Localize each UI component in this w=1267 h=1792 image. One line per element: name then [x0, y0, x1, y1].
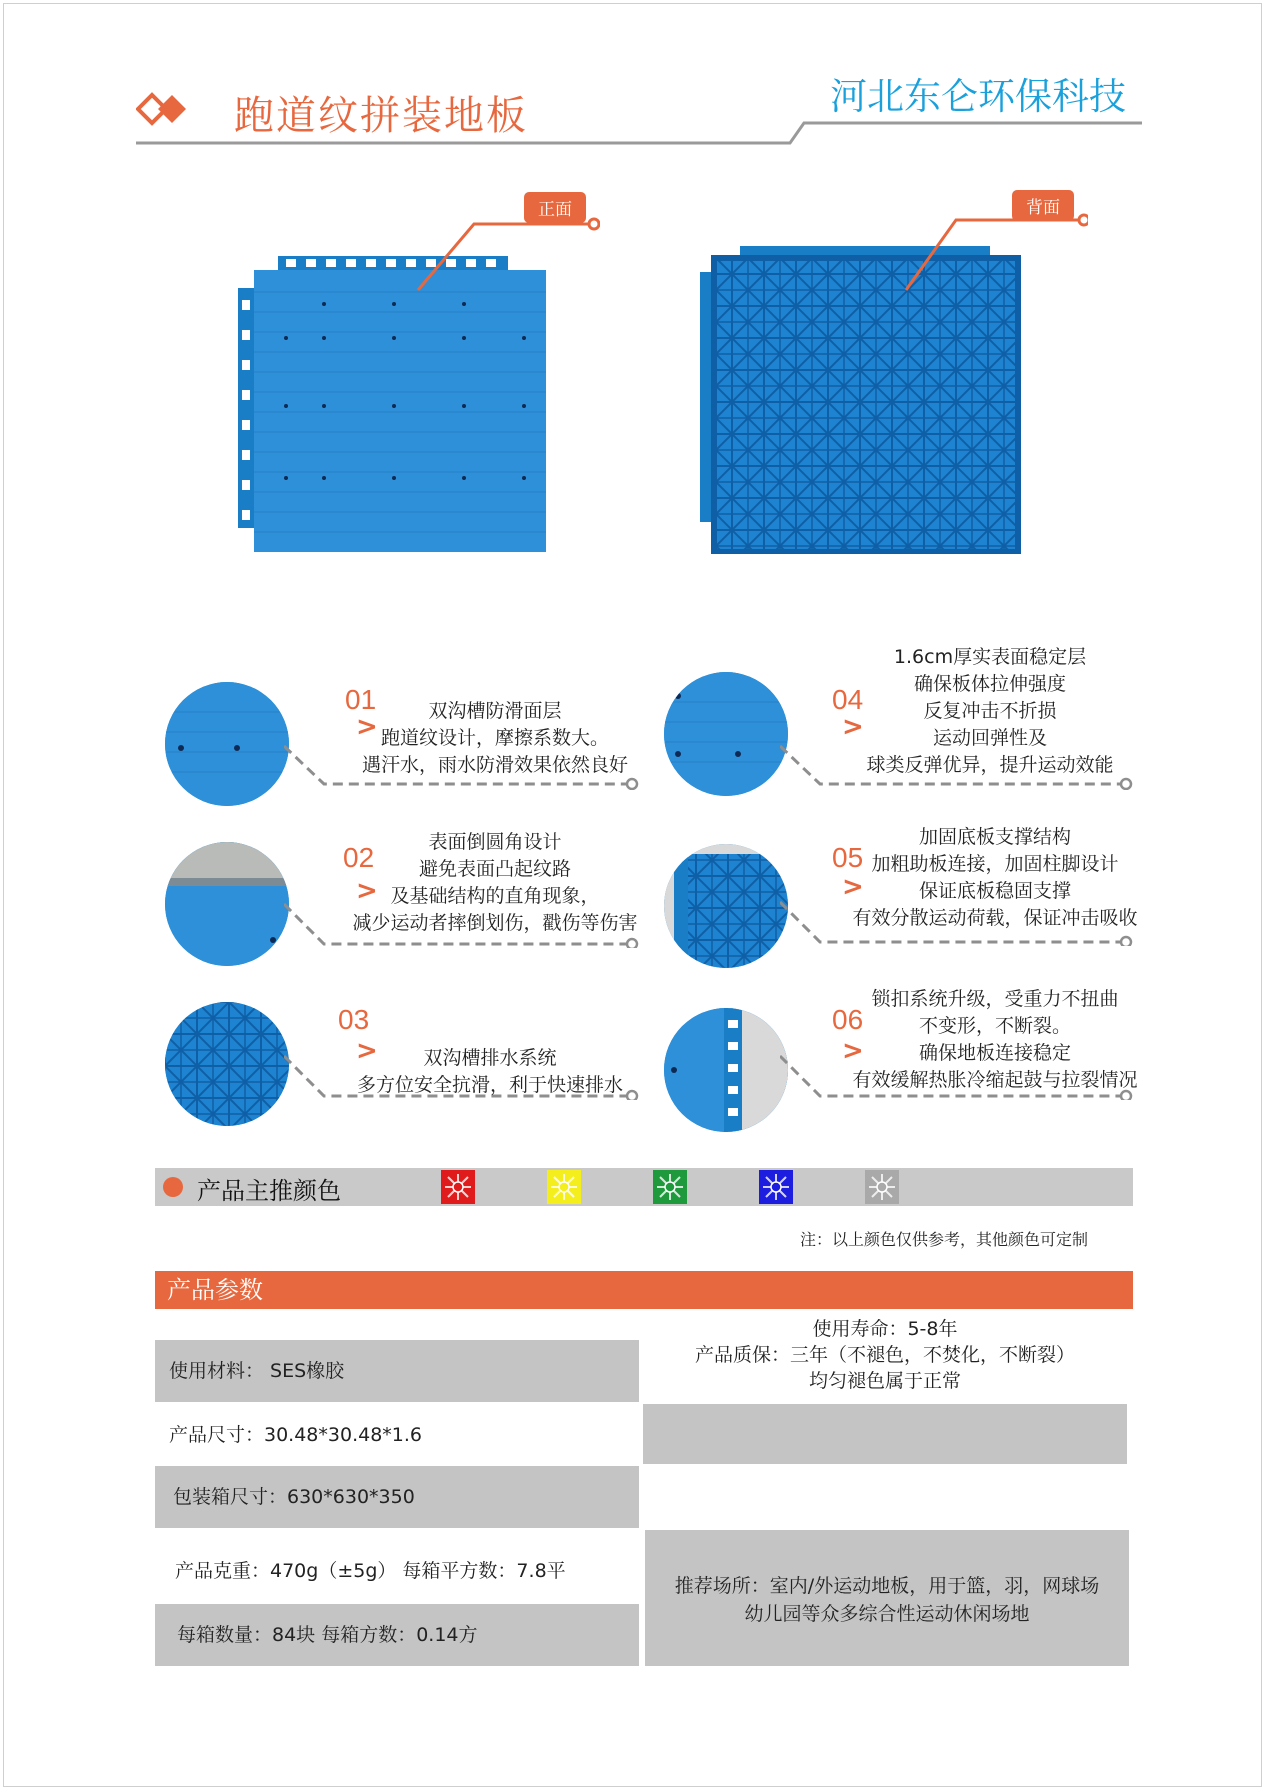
param-weight: 产品克重：470g（±5g） 每箱平方数：7.8平 — [175, 1560, 566, 1582]
feature-02-text: 表面倒圆角设计 避免表面凸起纹路 及基础结构的直角现象， 减少运动者摔倒划伤，戳伤等伤害 — [352, 831, 638, 934]
color-note: 注：以上颜色仅供参考，其他颜色可定制 — [800, 1230, 1089, 1249]
param-warranty-block: 使用寿命：5-8年 产品质保：三年（不褪色，不焚化，不断裂） 均匀褪色属于正常 — [694, 1318, 1075, 1392]
feature-02-chevron-icon: > — [356, 876, 378, 906]
feature-05-text: 加固底板支撑结构 加粗助板连接，加固柱脚设计 保证底板稳固支撑 有效分散运动荷载，保证冲击吸收 — [852, 826, 1138, 929]
front-tag: 正面 — [524, 192, 586, 223]
feature-06-image — [664, 1008, 788, 1132]
feature-04-text: 1.6cm厚实表面稳定层 确保板体拉伸强度 反复冲击不折损 运动回弹性及 球类反弹优异，提升运动效能 — [866, 646, 1114, 776]
front-tile-image — [238, 252, 550, 552]
feature-03-image — [165, 1002, 289, 1126]
param-quantity: 每箱数量：84块 每箱方数：0.14方 — [155, 1604, 639, 1666]
swatch-red — [441, 1170, 475, 1204]
feature-03-chevron-icon: > — [356, 1036, 378, 1066]
back-tag: 背面 — [1012, 190, 1074, 221]
param-size: 产品尺寸：30.48*30.48*1.6 — [169, 1424, 423, 1446]
feature-04-chevron-icon: > — [842, 712, 864, 742]
feature-06-text: 锁扣系统升级，受重力不扭曲 不变形，不断裂。 确保地板连接稳定 有效缓解热胀冷缩起鼓与拉裂情况 — [852, 988, 1138, 1091]
swatch-blue — [759, 1170, 793, 1204]
feature-05-image — [664, 844, 788, 968]
feature-02-number: 02 — [343, 842, 375, 873]
feature-04-number: 04 — [832, 684, 864, 715]
param-venue: 推荐场所：室内/外运动地板，用于篮，羽，网球场 幼儿园等众多综合性运动休闲场地 — [645, 1530, 1129, 1666]
swatch-gray — [865, 1170, 899, 1204]
bullet-dot-icon — [163, 1177, 183, 1197]
color-label: 产品主推颜色 — [197, 1177, 341, 1205]
feature-01-chevron-icon: > — [356, 712, 378, 742]
page-title: 跑道纹拼装地板 — [234, 93, 528, 139]
swatch-yellow — [547, 1170, 581, 1204]
feature-06-number: 06 — [832, 1004, 864, 1035]
feature-05-chevron-icon: > — [842, 872, 864, 902]
color-bar — [155, 1168, 1133, 1206]
feature-05-number: 05 — [832, 842, 864, 873]
company-name: 河北东仑环保科技 — [830, 75, 1126, 118]
feature-01-image — [165, 682, 289, 806]
feature-01-text: 双沟槽防滑面层 跑道纹设计，摩擦系数大。 遇汗水，雨水防滑效果依然良好 — [361, 700, 628, 776]
swatch-green — [653, 1170, 687, 1204]
feature-03-text: 双沟槽排水系统 多方位安全抗滑，利于快速排水 — [356, 1047, 623, 1096]
params-heading: 产品参数 — [155, 1271, 1133, 1309]
feature-01-number: 01 — [345, 684, 377, 715]
feature-03-number: 03 — [338, 1004, 370, 1035]
feature-04-image — [664, 672, 788, 796]
feature-06-chevron-icon: > — [842, 1036, 864, 1066]
header-divider — [136, 118, 1142, 148]
param-material: 使用材料： SES橡胶 — [155, 1340, 639, 1402]
param-box-size: 包装箱尺寸：630*630*350 — [155, 1466, 639, 1528]
param-empty-row — [643, 1404, 1127, 1464]
feature-02-image — [165, 842, 289, 966]
